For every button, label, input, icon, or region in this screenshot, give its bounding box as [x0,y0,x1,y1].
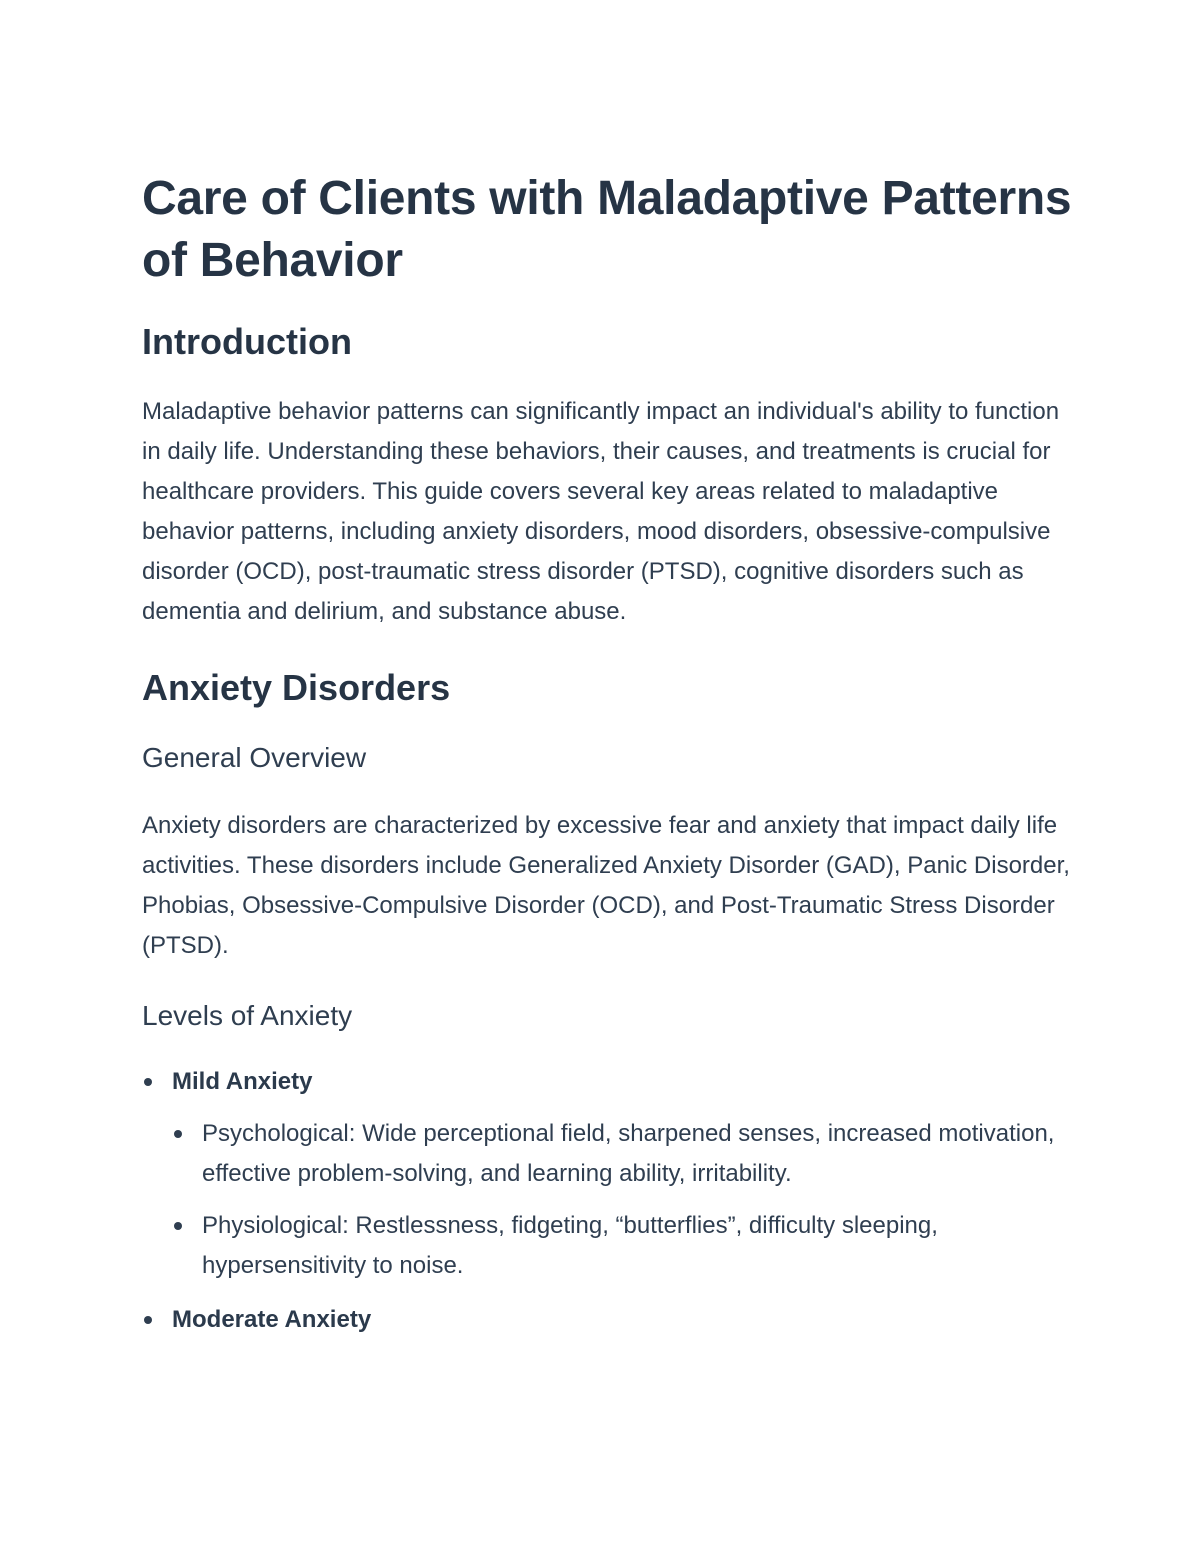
anxiety-levels-list [142,1062,1072,1340]
anxiety-disorders-heading: Anxiety Disorders [142,667,451,708]
physiological-text: Physiological: Restlessness, fidgeting, “butterflies”, difficulty sleeping, hypersensitivity to noise. [202,1212,938,1279]
list-item-physiological [172,1206,1072,1286]
list-item-psychological [172,1114,1072,1194]
levels-of-anxiety-heading: Levels of Anxiety [142,1000,353,1031]
bullet-icon [174,1222,182,1230]
introduction-heading: Introduction [142,321,352,362]
bullet-icon [144,1316,152,1324]
document-title: Care of Clients with Maladaptive Patterns of Behavior [142,172,1072,287]
general-overview-heading: General Overview [142,742,367,773]
bullet-icon [144,1078,152,1086]
moderate-anxiety-label: Moderate Anxiety [172,1306,372,1333]
mild-anxiety-details-list [172,1114,1072,1286]
mild-anxiety-label: Mild Anxiety [172,1068,313,1095]
document-page [142,168,1072,1340]
list-item-mild-anxiety [142,1062,1072,1286]
general-overview-paragraph: Anxiety disorders are characterized by excessive fear and anxiety that impact daily life activities. These disorders include Generalized Anxiety Disorder (GAD), Panic Disorder, Phobias, Obsessive-Compulsive Disorder (OCD), and Post-Traumatic Stress Disorder (PTSD). [142,812,1070,959]
introduction-paragraph: Maladaptive behavior patterns can significantly impact an individual's ability to function in daily life. Understanding these behaviors, their causes, and treatments is crucial for healthcare providers. This guide covers several key areas related to maladaptive behavior patterns, including anxiety disorders, mood disorders, obsessive-compulsive disorder (OCD), post-traumatic stress disorder (PTSD), cognitive disorders such as dementia and delirium, and substance abuse. [142,398,1060,625]
psychological-text: Psychological: Wide perceptional field, sharpened senses, increased motivation, effective problem-solving, and learning ability, irritability. [202,1120,1055,1187]
list-item-moderate-anxiety [142,1300,1072,1340]
bullet-icon [174,1130,182,1138]
